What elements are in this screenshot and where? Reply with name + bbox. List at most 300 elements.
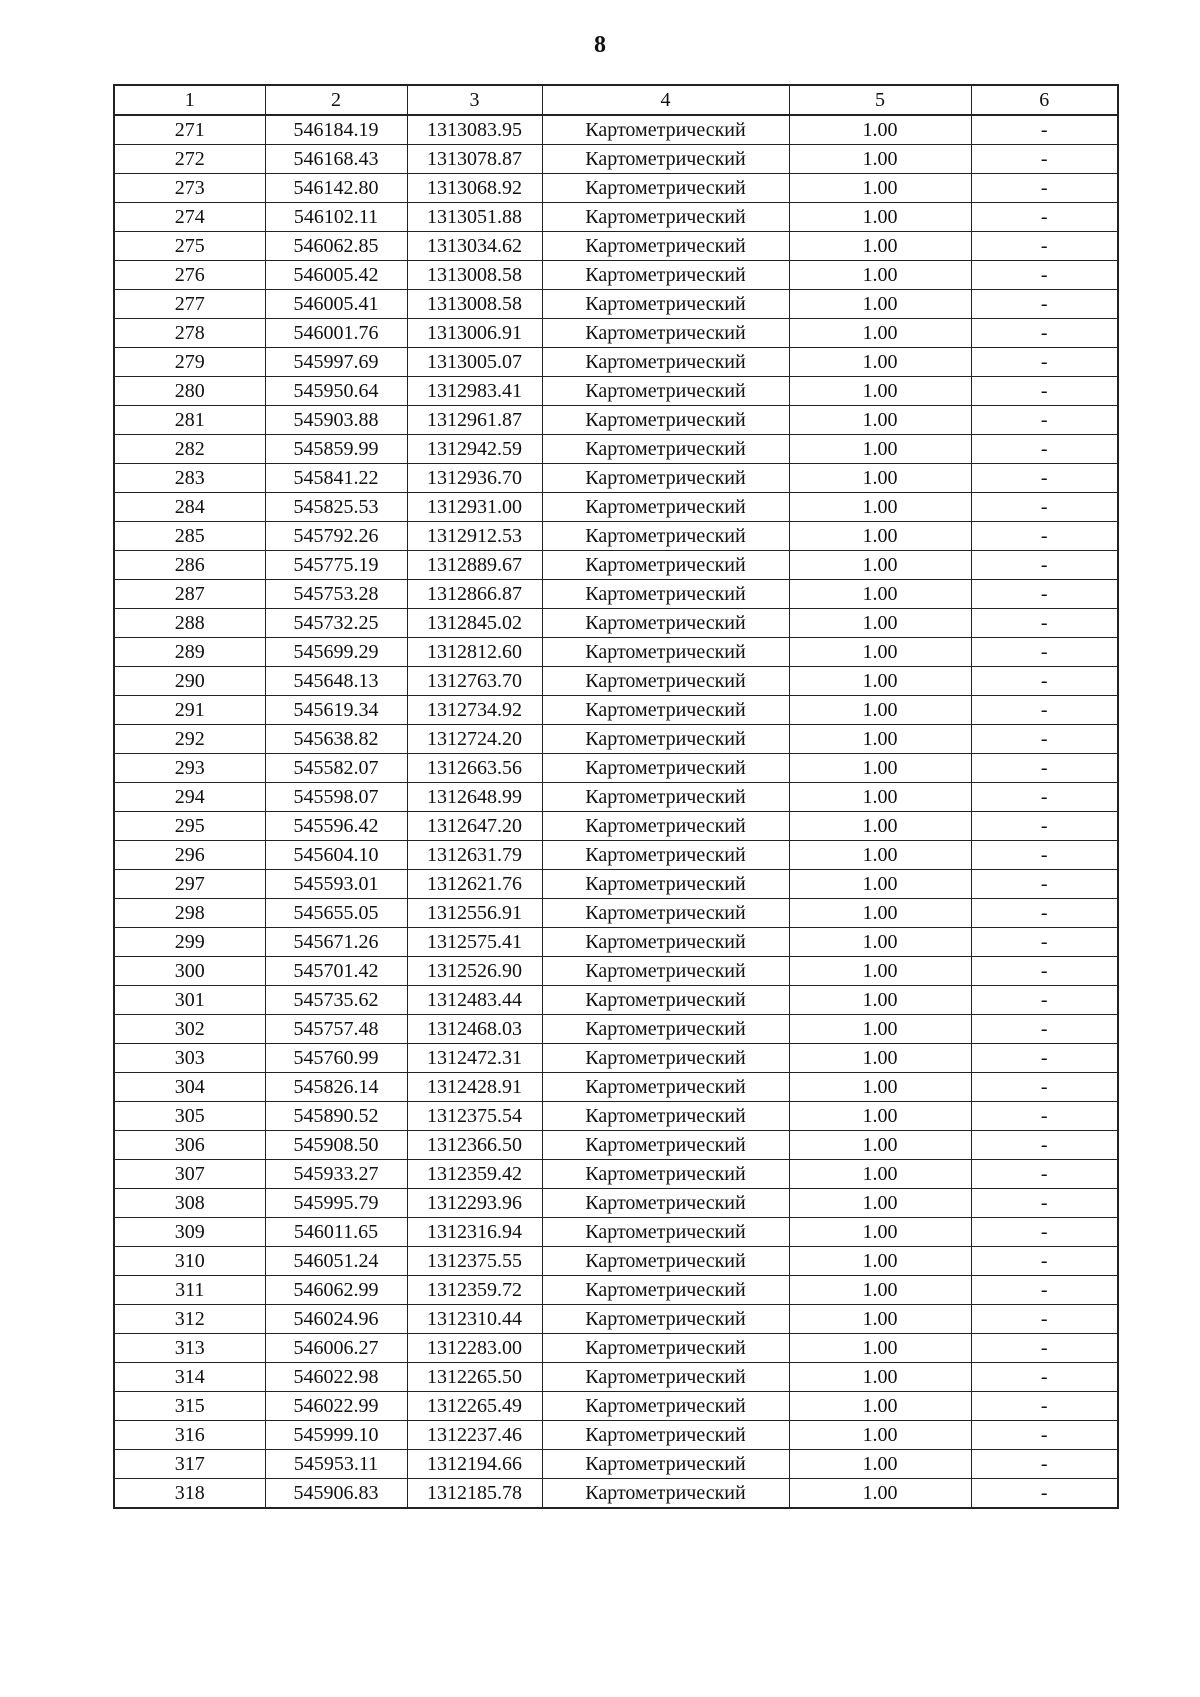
accuracy-cell: 1.00 xyxy=(789,1189,971,1218)
point-number-cell: 299 xyxy=(114,928,265,957)
y-coordinate-cell: 1312889.67 xyxy=(407,551,542,580)
point-number-cell: 317 xyxy=(114,1450,265,1479)
accuracy-cell: 1.00 xyxy=(789,1073,971,1102)
method-cell: Картометрический xyxy=(542,1247,789,1276)
page-number: 8 xyxy=(594,32,606,58)
accuracy-cell: 1.00 xyxy=(789,841,971,870)
point-number-cell: 297 xyxy=(114,870,265,899)
point-number-cell: 288 xyxy=(114,609,265,638)
description-cell: - xyxy=(971,1479,1118,1509)
y-coordinate-cell: 1312375.54 xyxy=(407,1102,542,1131)
y-coordinate-cell: 1312526.90 xyxy=(407,957,542,986)
table-row xyxy=(114,725,1118,754)
y-coordinate-cell: 1312936.70 xyxy=(407,464,542,493)
y-coordinate-cell: 1312366.50 xyxy=(407,1131,542,1160)
y-coordinate-cell: 1312359.72 xyxy=(407,1276,542,1305)
description-cell: - xyxy=(971,203,1118,232)
accuracy-cell: 1.00 xyxy=(789,1131,971,1160)
table-row xyxy=(114,696,1118,725)
point-number-cell: 315 xyxy=(114,1392,265,1421)
point-number-cell: 287 xyxy=(114,580,265,609)
accuracy-cell: 1.00 xyxy=(789,1479,971,1509)
table-row xyxy=(114,115,1118,145)
method-cell: Картометрический xyxy=(542,1450,789,1479)
description-cell: - xyxy=(971,957,1118,986)
description-cell: - xyxy=(971,1247,1118,1276)
point-number-cell: 313 xyxy=(114,1334,265,1363)
description-cell: - xyxy=(971,609,1118,638)
table-row xyxy=(114,580,1118,609)
table-row xyxy=(114,957,1118,986)
point-number-cell: 318 xyxy=(114,1479,265,1509)
table-row xyxy=(114,667,1118,696)
table-row xyxy=(114,145,1118,174)
description-cell: - xyxy=(971,986,1118,1015)
x-coordinate-cell: 545953.11 xyxy=(265,1450,407,1479)
accuracy-cell: 1.00 xyxy=(789,493,971,522)
x-coordinate-cell: 545757.48 xyxy=(265,1015,407,1044)
description-cell: - xyxy=(971,1305,1118,1334)
table-row xyxy=(114,1160,1118,1189)
point-number-cell: 271 xyxy=(114,115,265,145)
y-coordinate-cell: 1312483.44 xyxy=(407,986,542,1015)
accuracy-cell: 1.00 xyxy=(789,783,971,812)
description-cell: - xyxy=(971,348,1118,377)
y-coordinate-cell: 1312648.99 xyxy=(407,783,542,812)
y-coordinate-cell: 1312468.03 xyxy=(407,1015,542,1044)
point-number-cell: 312 xyxy=(114,1305,265,1334)
accuracy-cell: 1.00 xyxy=(789,261,971,290)
method-cell: Картометрический xyxy=(542,957,789,986)
description-cell: - xyxy=(971,1073,1118,1102)
x-coordinate-cell: 545906.83 xyxy=(265,1479,407,1509)
y-coordinate-cell: 1312316.94 xyxy=(407,1218,542,1247)
x-coordinate-cell: 546142.80 xyxy=(265,174,407,203)
table-row xyxy=(114,638,1118,667)
accuracy-cell: 1.00 xyxy=(789,1015,971,1044)
point-number-cell: 310 xyxy=(114,1247,265,1276)
description-cell: - xyxy=(971,406,1118,435)
table-row xyxy=(114,841,1118,870)
x-coordinate-cell: 546011.65 xyxy=(265,1218,407,1247)
description-cell: - xyxy=(971,1160,1118,1189)
method-cell: Картометрический xyxy=(542,928,789,957)
x-coordinate-cell: 545598.07 xyxy=(265,783,407,812)
x-coordinate-cell: 545841.22 xyxy=(265,464,407,493)
description-cell: - xyxy=(971,1102,1118,1131)
table-row xyxy=(114,1247,1118,1276)
accuracy-cell: 1.00 xyxy=(789,1160,971,1189)
table-header-row xyxy=(114,85,1118,115)
accuracy-cell: 1.00 xyxy=(789,1363,971,1392)
method-cell: Картометрический xyxy=(542,609,789,638)
column-header: 6 xyxy=(971,85,1118,115)
x-coordinate-cell: 546102.11 xyxy=(265,203,407,232)
method-cell: Картометрический xyxy=(542,232,789,261)
point-number-cell: 293 xyxy=(114,754,265,783)
x-coordinate-cell: 546062.99 xyxy=(265,1276,407,1305)
method-cell: Картометрический xyxy=(542,377,789,406)
accuracy-cell: 1.00 xyxy=(789,609,971,638)
method-cell: Картометрический xyxy=(542,1044,789,1073)
accuracy-cell: 1.00 xyxy=(789,1421,971,1450)
x-coordinate-cell: 546168.43 xyxy=(265,145,407,174)
table-row xyxy=(114,1450,1118,1479)
y-coordinate-cell: 1312734.92 xyxy=(407,696,542,725)
y-coordinate-cell: 1313034.62 xyxy=(407,232,542,261)
method-cell: Картометрический xyxy=(542,115,789,145)
accuracy-cell: 1.00 xyxy=(789,551,971,580)
x-coordinate-cell: 546184.19 xyxy=(265,115,407,145)
method-cell: Картометрический xyxy=(542,203,789,232)
y-coordinate-cell: 1312428.91 xyxy=(407,1073,542,1102)
method-cell: Картометрический xyxy=(542,783,789,812)
x-coordinate-cell: 545582.07 xyxy=(265,754,407,783)
x-coordinate-cell: 546051.24 xyxy=(265,1247,407,1276)
accuracy-cell: 1.00 xyxy=(789,174,971,203)
x-coordinate-cell: 546024.96 xyxy=(265,1305,407,1334)
description-cell: - xyxy=(971,232,1118,261)
method-cell: Картометрический xyxy=(542,841,789,870)
method-cell: Картометрический xyxy=(542,1189,789,1218)
accuracy-cell: 1.00 xyxy=(789,812,971,841)
accuracy-cell: 1.00 xyxy=(789,348,971,377)
accuracy-cell: 1.00 xyxy=(789,899,971,928)
point-number-cell: 286 xyxy=(114,551,265,580)
point-number-cell: 275 xyxy=(114,232,265,261)
description-cell: - xyxy=(971,1392,1118,1421)
point-number-cell: 308 xyxy=(114,1189,265,1218)
table-row xyxy=(114,899,1118,928)
method-cell: Картометрический xyxy=(542,1479,789,1509)
x-coordinate-cell: 545775.19 xyxy=(265,551,407,580)
method-cell: Картометрический xyxy=(542,493,789,522)
description-cell: - xyxy=(971,145,1118,174)
x-coordinate-cell: 545950.64 xyxy=(265,377,407,406)
x-coordinate-cell: 545596.42 xyxy=(265,812,407,841)
y-coordinate-cell: 1313078.87 xyxy=(407,145,542,174)
table-row xyxy=(114,377,1118,406)
point-number-cell: 284 xyxy=(114,493,265,522)
table-row xyxy=(114,1189,1118,1218)
method-cell: Картометрический xyxy=(542,435,789,464)
table-row xyxy=(114,1305,1118,1334)
accuracy-cell: 1.00 xyxy=(789,725,971,754)
accuracy-cell: 1.00 xyxy=(789,464,971,493)
description-cell: - xyxy=(971,928,1118,957)
x-coordinate-cell: 545699.29 xyxy=(265,638,407,667)
x-coordinate-cell: 545604.10 xyxy=(265,841,407,870)
y-coordinate-cell: 1313068.92 xyxy=(407,174,542,203)
method-cell: Картометрический xyxy=(542,522,789,551)
y-coordinate-cell: 1312931.00 xyxy=(407,493,542,522)
method-cell: Картометрический xyxy=(542,638,789,667)
accuracy-cell: 1.00 xyxy=(789,928,971,957)
y-coordinate-cell: 1312621.76 xyxy=(407,870,542,899)
description-cell: - xyxy=(971,1218,1118,1247)
y-coordinate-cell: 1312845.02 xyxy=(407,609,542,638)
description-cell: - xyxy=(971,1015,1118,1044)
y-coordinate-cell: 1313005.07 xyxy=(407,348,542,377)
table-row xyxy=(114,986,1118,1015)
description-cell: - xyxy=(971,435,1118,464)
table-row xyxy=(114,319,1118,348)
table-row xyxy=(114,348,1118,377)
x-coordinate-cell: 545792.26 xyxy=(265,522,407,551)
x-coordinate-cell: 546005.42 xyxy=(265,261,407,290)
method-cell: Картометрический xyxy=(542,812,789,841)
accuracy-cell: 1.00 xyxy=(789,667,971,696)
method-cell: Картометрический xyxy=(542,1421,789,1450)
accuracy-cell: 1.00 xyxy=(789,377,971,406)
description-cell: - xyxy=(971,1334,1118,1363)
table-row xyxy=(114,783,1118,812)
accuracy-cell: 1.00 xyxy=(789,696,971,725)
method-cell: Картометрический xyxy=(542,1102,789,1131)
x-coordinate-cell: 545890.52 xyxy=(265,1102,407,1131)
method-cell: Картометрический xyxy=(542,464,789,493)
description-cell: - xyxy=(971,1189,1118,1218)
point-number-cell: 305 xyxy=(114,1102,265,1131)
description-cell: - xyxy=(971,1276,1118,1305)
point-number-cell: 280 xyxy=(114,377,265,406)
point-number-cell: 273 xyxy=(114,174,265,203)
method-cell: Картометрический xyxy=(542,696,789,725)
y-coordinate-cell: 1312237.46 xyxy=(407,1421,542,1450)
description-cell: - xyxy=(971,551,1118,580)
description-cell: - xyxy=(971,696,1118,725)
x-coordinate-cell: 545997.69 xyxy=(265,348,407,377)
x-coordinate-cell: 546022.98 xyxy=(265,1363,407,1392)
accuracy-cell: 1.00 xyxy=(789,1334,971,1363)
x-coordinate-cell: 546005.41 xyxy=(265,290,407,319)
method-cell: Картометрический xyxy=(542,1334,789,1363)
point-number-cell: 298 xyxy=(114,899,265,928)
x-coordinate-cell: 546001.76 xyxy=(265,319,407,348)
table-row xyxy=(114,174,1118,203)
method-cell: Картометрический xyxy=(542,551,789,580)
accuracy-cell: 1.00 xyxy=(789,870,971,899)
point-number-cell: 292 xyxy=(114,725,265,754)
y-coordinate-cell: 1312912.53 xyxy=(407,522,542,551)
table-row xyxy=(114,464,1118,493)
table-row xyxy=(114,1044,1118,1073)
y-coordinate-cell: 1313008.58 xyxy=(407,290,542,319)
y-coordinate-cell: 1312293.96 xyxy=(407,1189,542,1218)
point-number-cell: 289 xyxy=(114,638,265,667)
y-coordinate-cell: 1312575.41 xyxy=(407,928,542,957)
y-coordinate-cell: 1312763.70 xyxy=(407,667,542,696)
method-cell: Картометрический xyxy=(542,261,789,290)
accuracy-cell: 1.00 xyxy=(789,203,971,232)
method-cell: Картометрический xyxy=(542,1131,789,1160)
table-row xyxy=(114,1363,1118,1392)
x-coordinate-cell: 545859.99 xyxy=(265,435,407,464)
table-row xyxy=(114,1218,1118,1247)
description-cell: - xyxy=(971,174,1118,203)
table-row xyxy=(114,609,1118,638)
accuracy-cell: 1.00 xyxy=(789,522,971,551)
description-cell: - xyxy=(971,261,1118,290)
y-coordinate-cell: 1312265.49 xyxy=(407,1392,542,1421)
y-coordinate-cell: 1312866.87 xyxy=(407,580,542,609)
method-cell: Картометрический xyxy=(542,174,789,203)
description-cell: - xyxy=(971,754,1118,783)
x-coordinate-cell: 545638.82 xyxy=(265,725,407,754)
x-coordinate-cell: 545825.53 xyxy=(265,493,407,522)
description-cell: - xyxy=(971,493,1118,522)
description-cell: - xyxy=(971,638,1118,667)
point-number-cell: 304 xyxy=(114,1073,265,1102)
y-coordinate-cell: 1312283.00 xyxy=(407,1334,542,1363)
column-header: 1 xyxy=(114,85,265,115)
table-row xyxy=(114,406,1118,435)
description-cell: - xyxy=(971,899,1118,928)
table-row xyxy=(114,1479,1118,1509)
method-cell: Картометрический xyxy=(542,1015,789,1044)
accuracy-cell: 1.00 xyxy=(789,1044,971,1073)
table-row xyxy=(114,1421,1118,1450)
y-coordinate-cell: 1312556.91 xyxy=(407,899,542,928)
point-number-cell: 294 xyxy=(114,783,265,812)
x-coordinate-cell: 546062.85 xyxy=(265,232,407,261)
x-coordinate-cell: 545619.34 xyxy=(265,696,407,725)
description-cell: - xyxy=(971,464,1118,493)
table-row xyxy=(114,551,1118,580)
description-cell: - xyxy=(971,870,1118,899)
point-number-cell: 283 xyxy=(114,464,265,493)
description-cell: - xyxy=(971,290,1118,319)
accuracy-cell: 1.00 xyxy=(789,1305,971,1334)
table-row xyxy=(114,870,1118,899)
accuracy-cell: 1.00 xyxy=(789,1218,971,1247)
method-cell: Картометрический xyxy=(542,1392,789,1421)
x-coordinate-cell: 546022.99 xyxy=(265,1392,407,1421)
table-row xyxy=(114,1392,1118,1421)
x-coordinate-cell: 545648.13 xyxy=(265,667,407,696)
description-cell: - xyxy=(971,522,1118,551)
accuracy-cell: 1.00 xyxy=(789,232,971,261)
accuracy-cell: 1.00 xyxy=(789,1450,971,1479)
y-coordinate-cell: 1313083.95 xyxy=(407,115,542,145)
point-number-cell: 279 xyxy=(114,348,265,377)
method-cell: Картометрический xyxy=(542,1218,789,1247)
y-coordinate-cell: 1312961.87 xyxy=(407,406,542,435)
x-coordinate-cell: 545995.79 xyxy=(265,1189,407,1218)
point-number-cell: 281 xyxy=(114,406,265,435)
accuracy-cell: 1.00 xyxy=(789,319,971,348)
description-cell: - xyxy=(971,1131,1118,1160)
description-cell: - xyxy=(971,377,1118,406)
point-number-cell: 309 xyxy=(114,1218,265,1247)
point-number-cell: 282 xyxy=(114,435,265,464)
table-body xyxy=(114,115,1118,1508)
description-cell: - xyxy=(971,667,1118,696)
method-cell: Картометрический xyxy=(542,580,789,609)
x-coordinate-cell: 545753.28 xyxy=(265,580,407,609)
method-cell: Картометрический xyxy=(542,1073,789,1102)
description-cell: - xyxy=(971,812,1118,841)
method-cell: Картометрический xyxy=(542,290,789,319)
table-row xyxy=(114,261,1118,290)
accuracy-cell: 1.00 xyxy=(789,580,971,609)
point-number-cell: 303 xyxy=(114,1044,265,1073)
x-coordinate-cell: 545735.62 xyxy=(265,986,407,1015)
method-cell: Картометрический xyxy=(542,406,789,435)
y-coordinate-cell: 1312983.41 xyxy=(407,377,542,406)
accuracy-cell: 1.00 xyxy=(789,638,971,667)
x-coordinate-cell: 546006.27 xyxy=(265,1334,407,1363)
description-cell: - xyxy=(971,1363,1118,1392)
description-cell: - xyxy=(971,725,1118,754)
x-coordinate-cell: 545760.99 xyxy=(265,1044,407,1073)
y-coordinate-cell: 1312359.42 xyxy=(407,1160,542,1189)
accuracy-cell: 1.00 xyxy=(789,145,971,174)
point-number-cell: 272 xyxy=(114,145,265,174)
method-cell: Картометрический xyxy=(542,986,789,1015)
x-coordinate-cell: 545732.25 xyxy=(265,609,407,638)
y-coordinate-cell: 1312310.44 xyxy=(407,1305,542,1334)
point-number-cell: 316 xyxy=(114,1421,265,1450)
point-number-cell: 276 xyxy=(114,261,265,290)
description-cell: - xyxy=(971,783,1118,812)
x-coordinate-cell: 545701.42 xyxy=(265,957,407,986)
y-coordinate-cell: 1312194.66 xyxy=(407,1450,542,1479)
y-coordinate-cell: 1313008.58 xyxy=(407,261,542,290)
x-coordinate-cell: 545655.05 xyxy=(265,899,407,928)
description-cell: - xyxy=(971,319,1118,348)
table-row xyxy=(114,203,1118,232)
x-coordinate-cell: 545999.10 xyxy=(265,1421,407,1450)
table-row xyxy=(114,522,1118,551)
point-number-cell: 300 xyxy=(114,957,265,986)
point-number-cell: 295 xyxy=(114,812,265,841)
description-cell: - xyxy=(971,1044,1118,1073)
accuracy-cell: 1.00 xyxy=(789,1102,971,1131)
table-row xyxy=(114,493,1118,522)
accuracy-cell: 1.00 xyxy=(789,1392,971,1421)
table-row xyxy=(114,928,1118,957)
y-coordinate-cell: 1312647.20 xyxy=(407,812,542,841)
table-row xyxy=(114,1015,1118,1044)
method-cell: Картометрический xyxy=(542,348,789,377)
x-coordinate-cell: 545671.26 xyxy=(265,928,407,957)
method-cell: Картометрический xyxy=(542,1363,789,1392)
method-cell: Картометрический xyxy=(542,319,789,348)
point-number-cell: 285 xyxy=(114,522,265,551)
table-row xyxy=(114,1073,1118,1102)
point-number-cell: 314 xyxy=(114,1363,265,1392)
table-row xyxy=(114,290,1118,319)
point-number-cell: 302 xyxy=(114,1015,265,1044)
description-cell: - xyxy=(971,1450,1118,1479)
y-coordinate-cell: 1312631.79 xyxy=(407,841,542,870)
table-row xyxy=(114,754,1118,783)
accuracy-cell: 1.00 xyxy=(789,986,971,1015)
point-number-cell: 290 xyxy=(114,667,265,696)
table-row xyxy=(114,1102,1118,1131)
table-row xyxy=(114,812,1118,841)
column-header: 2 xyxy=(265,85,407,115)
description-cell: - xyxy=(971,841,1118,870)
accuracy-cell: 1.00 xyxy=(789,115,971,145)
y-coordinate-cell: 1312724.20 xyxy=(407,725,542,754)
table-row xyxy=(114,1131,1118,1160)
method-cell: Картометрический xyxy=(542,899,789,928)
point-number-cell: 274 xyxy=(114,203,265,232)
method-cell: Картометрический xyxy=(542,1160,789,1189)
column-header: 3 xyxy=(407,85,542,115)
